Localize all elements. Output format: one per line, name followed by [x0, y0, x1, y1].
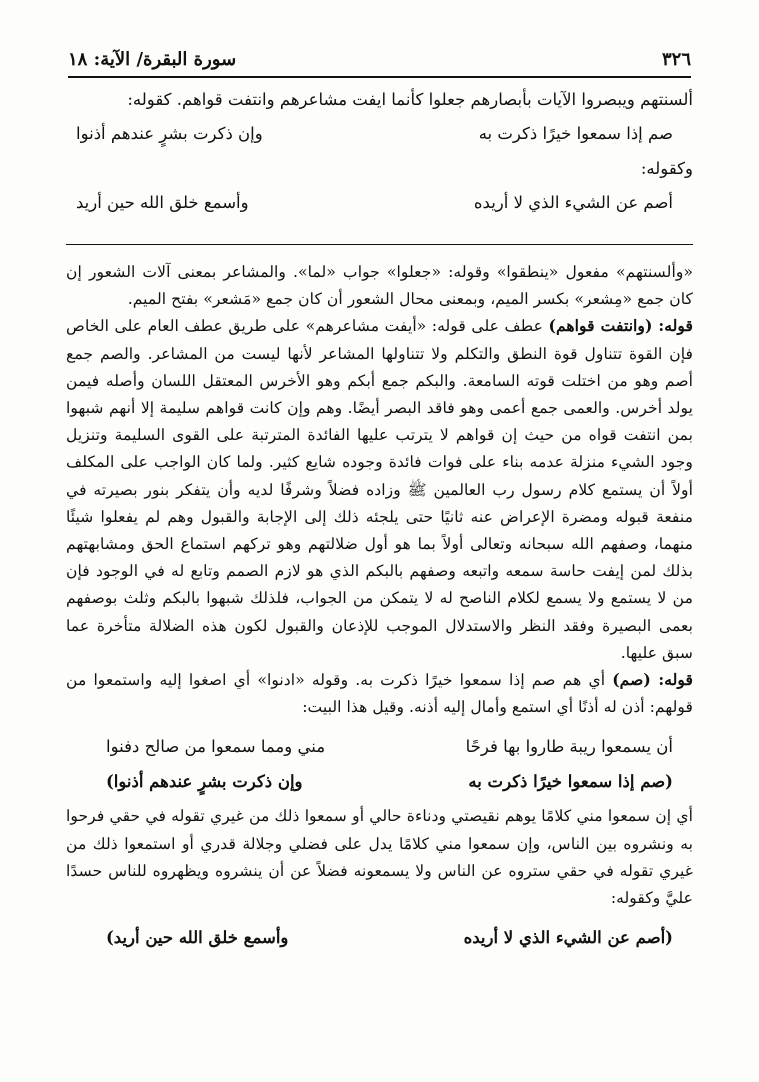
verse-2-right: أصم عن الشيء الذي لا أريده	[473, 193, 673, 212]
verse-2	[76, 186, 673, 220]
verse-3-left: مني ومما سمعوا من صالح دفنوا	[106, 737, 326, 757]
section-divider	[66, 244, 693, 245]
page-number: ٣٢٦	[661, 49, 691, 70]
commentary-paragraph-3	[66, 666, 693, 720]
verse-3	[106, 730, 673, 763]
commentary-paragraph-1: «وألسنتهم» مفعول «ينطقوا» وقوله: «جعلوا» جواب «لما». والمشاعر بمعنى آلات الشعور إن كان جمع «مِشعر» بكسر الميم، وبمعنى محال الشعور أن كان جمع «مَشعر» بفتح الميم.	[66, 262, 693, 309]
commentary-text-3: أي هم صم إذا سمعوا خيرًا ذكرت به. وقوله «ادنوا» أي اصغوا إليه واستمعوا من قولهم: أذن له أذنًا أي استمع وأمال إليه أذنه. وقيل هذا البيت:	[66, 670, 693, 717]
verse-5	[106, 921, 673, 954]
commentary	[66, 258, 693, 958]
verse-4-right: (صم إذا سمعوا خيرًا ذكرت به	[468, 772, 673, 792]
main-transition: وكقوله:	[640, 159, 693, 178]
verse-4	[106, 765, 673, 798]
verse-3-right: أن يسمعوا ريبة طاروا بها فرحًا	[465, 737, 673, 757]
verse-4-left: وإن ذكرت بشرٍ عندهم أذنوا)	[106, 772, 303, 792]
verse-1-right: صم إذا سمعوا خيرًا ذكرت به	[478, 124, 673, 143]
commentary-paragraph-2	[66, 312, 693, 666]
commentary-label-2: قوله: (وانتفت قواهم)	[548, 316, 693, 336]
verse-1-left: وإن ذكرت بشرٍ عندهم أذنوا	[76, 124, 263, 143]
verse-5-left: وأسمع خلق الله حين أريد)	[106, 928, 289, 948]
commentary-verses	[66, 730, 693, 798]
main-text	[66, 86, 693, 224]
commentary-verses-2	[66, 921, 693, 954]
verse-5-right: (أصم عن الشيء الذي لا أريده	[463, 928, 673, 948]
page-header	[68, 40, 691, 78]
main-intro: ألسنتهم ويبصروا الآيات بأبصارهم جعلوا كأنما ايفت مشاعرهم وانتفت قواهم. كقوله:	[127, 90, 693, 109]
commentary-text-2: عطف على قوله: «أيفت مشاعرهم» على طريق عطف العام على الخاص فإن القوة تتناول قوة النطق والتكلم ولا تتناولها المشاعر لأنها ليست من المشاعر. والصم جمع أصم وهو من اختلت قوته السامعة. والبكم جمع أبكم وهو الأخرس المعتقل اللسان وأصله فيمن يولد أخرس. والعمى جمع أعمى وهو فاقد البصر أيضًا. وهم وإن كانت قواهم سليمة إلا أنهم شبهوا بمن انتفت قواه من حيث إن قواهم لا يترتب عليها الفائدة المترتبة على القوى السليمة وتنزيل وجود الشيء منزلة عدمه بناء على فوات فائدة وجوده شايع كثير. ولما كان الواجب على المكلف أولاً أن يستمع كلام رسول رب العالمين ﷺ وزاده فضلاً وشرفًا لديه وأن يتفكر بنور بصيرته في منفعة قبوله ومضرة الإعراض عنه ثانيًا حتى يلجئه ذلك إلى الإجابة والقبول وهم لم يفعلوا شيئًا منهما، وصفهم الله سبحانه وتعالى أولاً بما هو أول ضلالتهم وهو تركهم استماع الحق ومشابهتهم بذلك لمن إيفت حاسة سمعه واتبعه وصفهم بالبكم الذي هو لازم الصمم وتابع له في الوجود فإن من لا يستمع ولا يسمع لكلام الناصح له لا يتمكن من الجواب، فلذلك شبهوا بالبكم وثلث بوصفهم بعمى البصيرة وفقد النظر والاستدلال الموجب للإذعان والقبول لكون هذه الضلالة متأخرة عما سبق عليها.	[66, 316, 693, 662]
verse-2-left: وأسمع خلق الله حين أريد	[76, 193, 249, 212]
verse-1	[76, 117, 673, 151]
commentary-paragraph-4: أي إن سمعوا مني كلامًا يوهم نقيصتي ودناءة حالي أو سمعوا ذلك من غيري تقوله في حقي فرحوا به ونشروه بين الناس، وإن سمعوا مني كلامًا يدل على فضلي وجلالة قدري أو استمعوا ذلك من غيري تقوله في حقي ستروه عن الناس ولا يسمعونه فضلاً عن أن ينشروه ويظهروه للناس حسدًا عليَّ وكقوله:	[66, 806, 693, 908]
commentary-label-3: قوله: (صم)	[612, 670, 693, 690]
surah-reference: سورة البقرة/ الآية: ١٨	[68, 49, 237, 70]
